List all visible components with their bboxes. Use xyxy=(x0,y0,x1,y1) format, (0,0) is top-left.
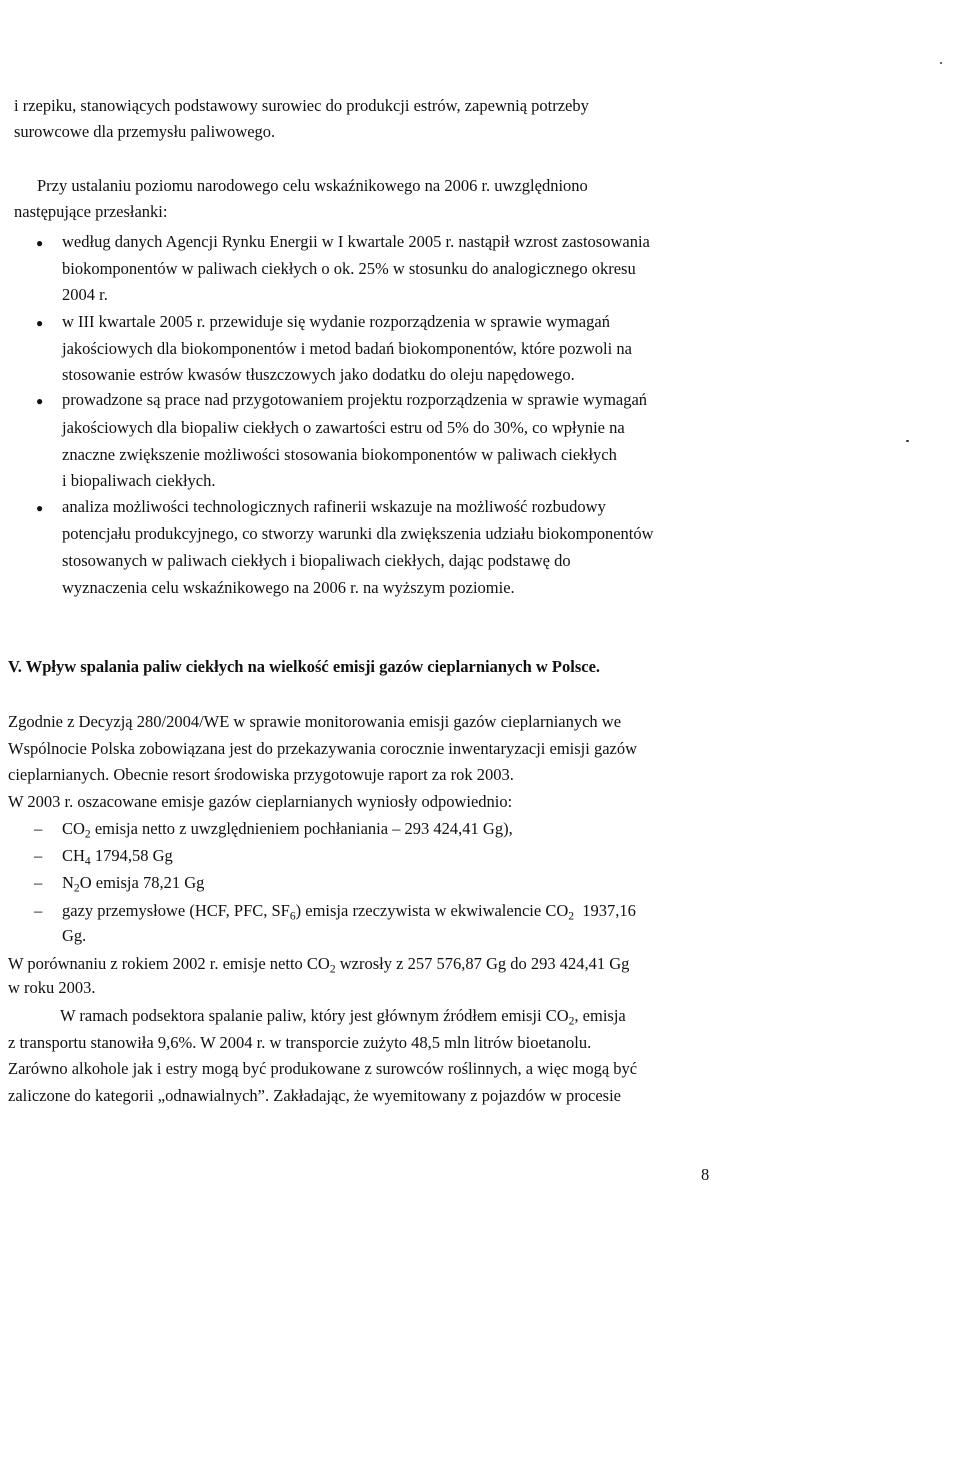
text-line: biokomponentów w paliwach ciekłych o ok. 25% w stosunku do analogicznego okresu xyxy=(62,259,636,278)
text-line: Zgodnie z Decyzją 280/2004/WE w sprawie monitorowania emisji gazów cieplarnianych we xyxy=(8,712,622,731)
text-line: 2004 r. xyxy=(62,285,108,304)
dash-bullet-icon: – xyxy=(34,846,43,865)
emission-item-industrial-gases: gazy przemysłowe (HCF, PFC, $SF_6$) emisja rzeczywista w ekwiwalencie $CO_2$ 1937,16 xyxy=(62,901,636,923)
text-line: zaliczone do kategorii „odnawialnych”. Zakładając, że wyemitowany z pojazdów w procesie xyxy=(8,1086,621,1105)
emission-item-ch4: $CH_4$ 1794,58 Gg xyxy=(62,846,173,868)
scan-artifact xyxy=(940,62,942,64)
text-line: potencjału produkcyjnego, co stworzy warunki dla zwiększenia udziału biokomponentów xyxy=(62,524,654,543)
emission-item-co2: $CO_2$ emisja netto z uwzględnieniem pochłaniania – 293 424,41 Gg), xyxy=(62,819,513,841)
text-line: stosowanych w paliwach ciekłych i biopaliwach ciekłych, dając podstawę do xyxy=(62,551,571,570)
text-line: z transportu stanowiła 9,6%. W 2004 r. w transporcie zużyto 48,5 mln litrów bioetanolu. xyxy=(8,1033,592,1052)
dash-bullet-icon: – xyxy=(34,819,43,838)
section-heading: V. Wpływ spalania paliw ciekłych na wielkość emisji gazów cieplarnianych w Polsce. xyxy=(8,657,601,676)
text-line: W ramach podsektora spalanie paliw, który jest głównym źródłem emisji $CO_2$, emisja xyxy=(60,1006,626,1028)
text-line: według danych Agencji Rynku Energii w I kwartale 2005 r. nastąpił wzrost zastosowania xyxy=(62,232,650,251)
text-line: analiza możliwości technologicznych rafinerii wskazuje na możliwość rozbudowy xyxy=(62,497,606,516)
text-line: i biopaliwach ciekłych. xyxy=(62,471,216,490)
bullet-icon: ● xyxy=(36,501,44,515)
text-line: prowadzone są prace nad przygotowaniem projektu rozporządzenia w sprawie wymagań xyxy=(62,390,648,409)
text-line: Zarówno alkohole jak i estry mogą być produkowane z surowców roślinnych, a więc mogą być xyxy=(8,1059,638,1078)
text-line: w III kwartale 2005 r. przewiduje się wydanie rozporządzenia w sprawie wymagań xyxy=(62,312,610,331)
text-line: w roku 2003. xyxy=(8,978,96,997)
text-line: cieplarnianych. Obecnie resort środowiska przygotowuje raport za rok 2003. xyxy=(8,765,514,784)
emission-item-n2o: $N_2O$ emisja 78,21 Gg xyxy=(62,873,205,895)
text-line: W 2003 r. oszacowane emisje gazów cieplarnianych wyniosły odpowiednio: xyxy=(8,792,513,811)
dash-bullet-icon: – xyxy=(34,873,43,892)
text-line: W porównaniu z rokiem 2002 r. emisje netto $CO_2$ wzrosły z 257 576,87 Gg do 293 424,41 Gg xyxy=(8,954,630,976)
text-line: surowcowe dla przemysłu paliwowego. xyxy=(14,122,276,141)
text-line: i rzepiku, stanowiących podstawowy surowiec do produkcji estrów, zapewnią potrzeby xyxy=(14,96,589,115)
text-line: znaczne zwiększenie możliwości stosowania biokomponentów w paliwach ciekłych xyxy=(62,445,617,464)
text-line: jakościowych dla biokomponentów i metod badań biokomponentów, które pozwoli na xyxy=(62,339,632,358)
text-line: Przy ustalaniu poziomu narodowego celu wskaźnikowego na 2006 r. uwzględniono xyxy=(37,176,588,195)
text-line: stosowanie estrów kwasów tłuszczowych jako dodatku do oleju napędowego. xyxy=(62,365,575,384)
text-line: Wspólnocie Polska zobowiązana jest do przekazywania corocznie inwentaryzacji emisji gazów xyxy=(8,739,638,758)
bullet-icon: ● xyxy=(36,316,44,330)
dash-bullet-icon: – xyxy=(34,901,43,920)
text-line: wyznaczenia celu wskaźnikowego na 2006 r. na wyższym poziomie. xyxy=(62,578,515,597)
text-line: jakościowych dla biopaliw ciekłych o zawartości estru od 5% do 30%, co wpłynie na xyxy=(62,418,625,437)
bullet-icon: ● xyxy=(36,394,44,408)
scan-artifact xyxy=(906,440,909,442)
text-line: Gg. xyxy=(62,926,87,945)
text-line: następujące przesłanki: xyxy=(14,202,168,221)
bullet-icon: ● xyxy=(36,236,44,250)
page-number: 8 xyxy=(701,1165,710,1184)
